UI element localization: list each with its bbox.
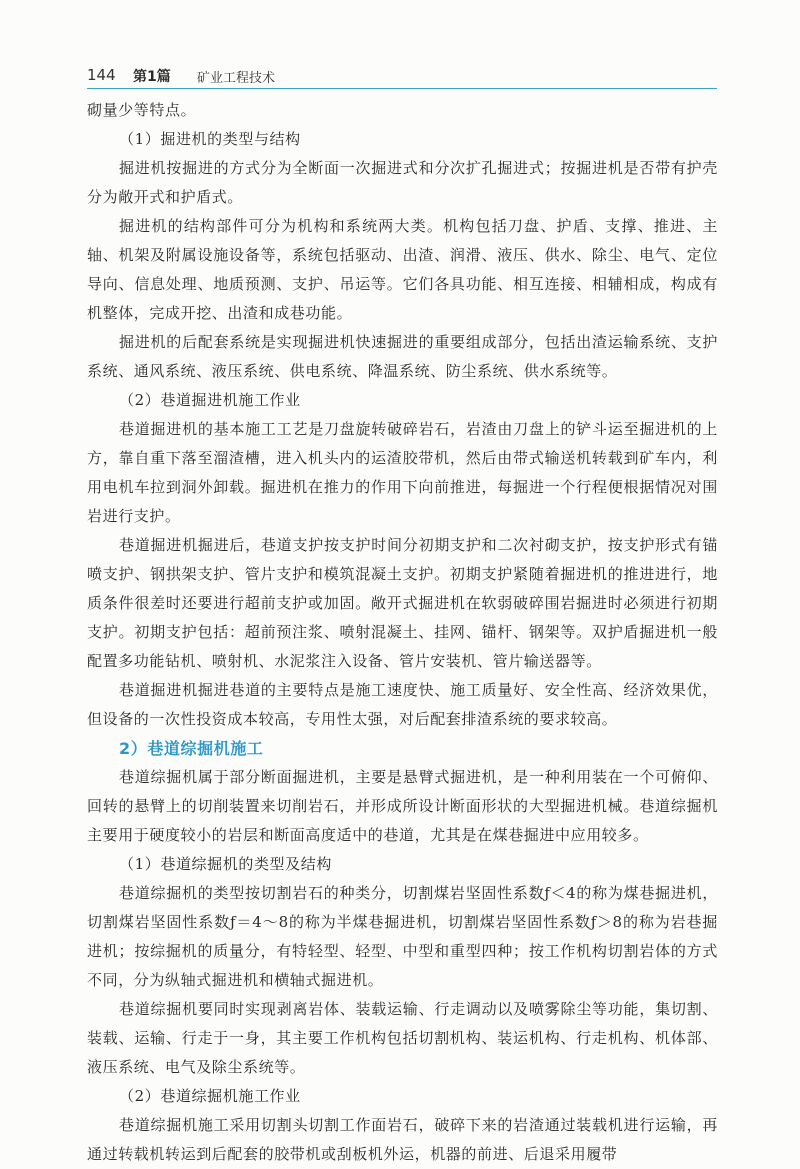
paragraph: 巷道综掘机的类型按切割岩石的种类分，切割煤岩坚固性系数ƒ＜4的称为煤巷掘进机，切割煤岩坚固性系数ƒ＝4～8的称为半煤巷掘进机，切割煤岩坚固性系数ƒ＞8的称为岩巷掘进机；按综掘机的质量分，有特轻型、轻型、中型和重型四种；按工作机构切割岩体的方式不同，分为纵轴式掘进机和横轴式掘进机。 [87,884,718,989]
subheading: （2）巷道掘进机施工作业 [119,391,301,409]
paragraph: 巷道综掘机施工采用切割头切割工作面岩石，破碎下来的岩渣通过装载机进行运输，再通过转载机转运到后配套的胶带机或刮板机外运，机器的前进、后退采用履带 [87,1116,718,1163]
page-body [87,96,718,1169]
subheading: （1）掘进机的类型与结构 [119,130,301,148]
subheading: （1）巷道综掘机的类型及结构 [119,855,332,873]
paragraph: 巷道掘进机掘进巷道的主要特点是施工速度快、施工质量好、安全性高、经济效果优，但设备的一次性投资成本较高，专用性太强，对后配套排渣系统的要求较高。 [87,681,718,728]
subheading: （2）巷道综掘机施工作业 [119,1087,301,1105]
chapter-label: 第1篇 [133,69,171,85]
chapter-title: 矿业工程技术 [197,71,276,86]
paragraph: 掘进机的后配套系统是实现掘进机快速掘进的重要组成部分，包括出渣运输系统、支护系统、通风系统、液压系统、供电系统、降温系统、防尘系统、供水系统等。 [87,333,718,380]
paragraph: 巷道综掘机要同时实现剥离岩体、装载运输、行走调动以及喷雾除尘等功能，集切割、装载、运输、行走于一身，其主要工作机构包括切割机构、装运机构、行走机构、机体部、液压系统、电气及除尘系统等。 [87,1000,718,1076]
paragraph: 巷道掘进机掘进后，巷道支护按支护时间分初期支护和二次衬砌支护，按支护形式有锚喷支护、钢拱架支护、管片支护和模筑混凝土支护。初期支护紧随着掘进机的推进进行，地质条件很差时还要进行超前支护或加固。敞开式掘进机在软弱破碎围岩掘进时必须进行初期支护。初期支护包括：超前预注浆、喷射混凝土、挂网、锚杆、钢架等。双护盾掘进机一般配置多功能钻机、喷射机、水泥浆注入设备、管片安装机、管片输送器等。 [87,536,718,670]
section-heading: 2）巷道综掘机施工 [119,739,264,758]
paragraph: 巷道掘进机的基本施工工艺是刀盘旋转破碎岩石，岩渣由刀盘上的铲斗运至掘进机的上方，靠自重下落至溜渣槽，进入机头内的运渣胶带机，然后由带式输送机转载到矿车内，利用电机车拉到洞外卸载。掘进机在推力的作用下向前推进，每掘进一个行程便根据情况对围岩进行支护。 [87,420,718,525]
paragraph: 砌量少等特点。 [87,101,197,119]
page-number: 144 [87,66,116,84]
paragraph: 巷道综掘机属于部分断面掘进机，主要是悬臂式掘进机，是一种利用装在一个可俯仰、回转的悬臂上的切削装置来切削岩石，并形成所设计断面形状的大型掘进机械。巷道综掘机主要用于硬度较小的岩层和断面高度适中的巷道，尤其是在煤巷掘进中应用较多。 [87,768,718,844]
paragraph: 掘进机按掘进的方式分为全断面一次掘进式和分次扩孔掘进式；按掘进机是否带有护壳分为敞开式和护盾式。 [87,159,718,206]
paragraph: 掘进机的结构部件可分为机构和系统两大类。机构包括刀盘、护盾、支撑、推进、主轴、机架及附属设施设备等，系统包括驱动、出渣、润滑、液压、供水、除尘、电气、定位导向、信息处理、地质预测、支护、吊运等。它们各具功能、相互连接、相辅相成，构成有机整体，完成开挖、出渣和成巷功能。 [87,217,718,322]
page-header [87,58,717,89]
